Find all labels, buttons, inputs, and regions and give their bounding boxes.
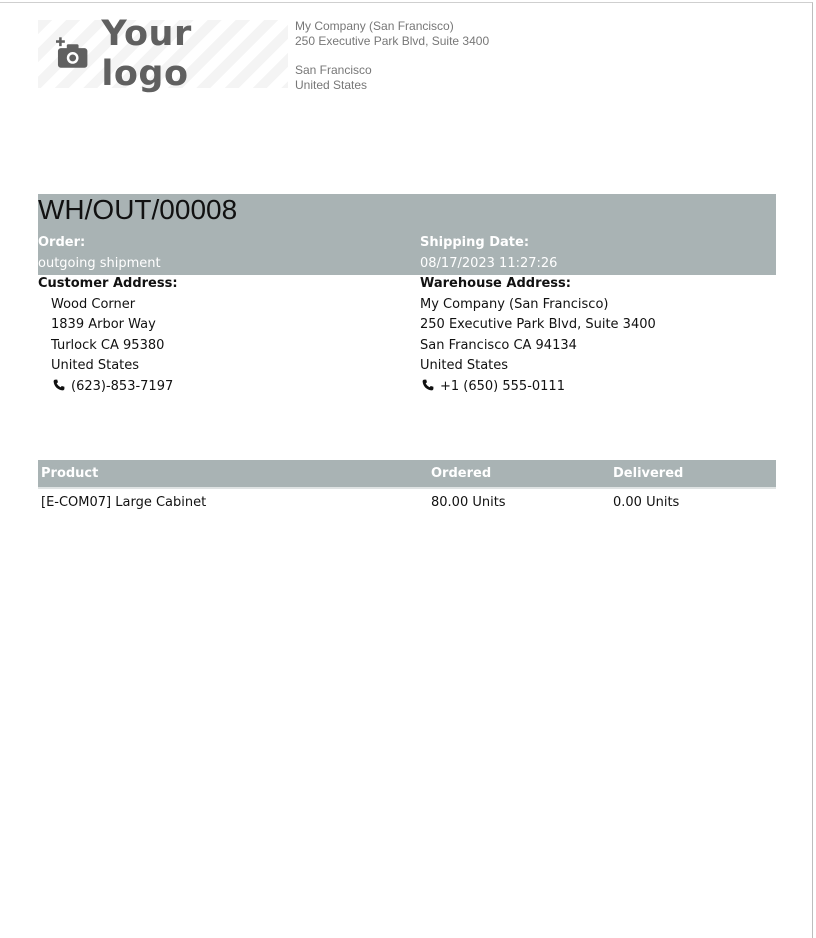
warehouse-phone-number: +1 (650) 555-0111 bbox=[440, 379, 565, 394]
customer-phone bbox=[53, 379, 173, 394]
column-header-ordered: Ordered bbox=[428, 460, 610, 488]
warehouse-name: My Company (San Francisco) bbox=[420, 297, 609, 312]
warehouse-street: 250 Executive Park Blvd, Suite 3400 bbox=[420, 317, 656, 332]
table-header-row bbox=[38, 460, 776, 488]
company-country: United States bbox=[295, 78, 368, 92]
company-name: My Company (San Francisco) bbox=[295, 19, 454, 33]
column-header-delivered: Delivered bbox=[610, 460, 776, 488]
warehouse-address-label: Warehouse Address: bbox=[420, 276, 571, 291]
shipping-date-value: 08/17/2023 11:27:26 bbox=[420, 256, 558, 271]
company-header-address bbox=[295, 19, 489, 93]
logo-text: Your logo bbox=[101, 14, 192, 94]
company-logo bbox=[38, 14, 288, 94]
company-city: San Francisco bbox=[295, 63, 372, 77]
company-street: 250 Executive Park Blvd, Suite 3400 bbox=[295, 34, 490, 48]
add-photo-icon bbox=[56, 37, 89, 71]
table-row bbox=[38, 488, 776, 516]
customer-country: United States bbox=[51, 358, 140, 373]
ordered-cell: 80.00 Units bbox=[431, 495, 506, 510]
warehouse-city: San Francisco CA 94134 bbox=[420, 338, 577, 353]
column-header-product: Product bbox=[38, 460, 428, 488]
customer-street: 1839 Arbor Way bbox=[51, 317, 156, 332]
warehouse-phone bbox=[422, 379, 565, 394]
customer-name: Wood Corner bbox=[51, 297, 136, 312]
order-label: Order: bbox=[38, 235, 86, 250]
customer-city: Turlock CA 95380 bbox=[51, 338, 165, 353]
shipping-date-label: Shipping Date: bbox=[420, 235, 530, 250]
phone-icon bbox=[422, 379, 434, 391]
product-cell: [E-COM07] Large Cabinet bbox=[41, 495, 207, 510]
customer-address-label: Customer Address: bbox=[38, 276, 178, 291]
delivered-cell: 0.00 Units bbox=[613, 495, 680, 510]
stock-moves-table bbox=[38, 460, 776, 516]
order-value: outgoing shipment bbox=[38, 256, 161, 271]
warehouse-country: United States bbox=[420, 358, 509, 373]
customer-phone-number: (623)-853-7197 bbox=[71, 379, 174, 394]
document-title: WH/OUT/00008 bbox=[38, 194, 238, 225]
phone-icon bbox=[53, 379, 65, 391]
